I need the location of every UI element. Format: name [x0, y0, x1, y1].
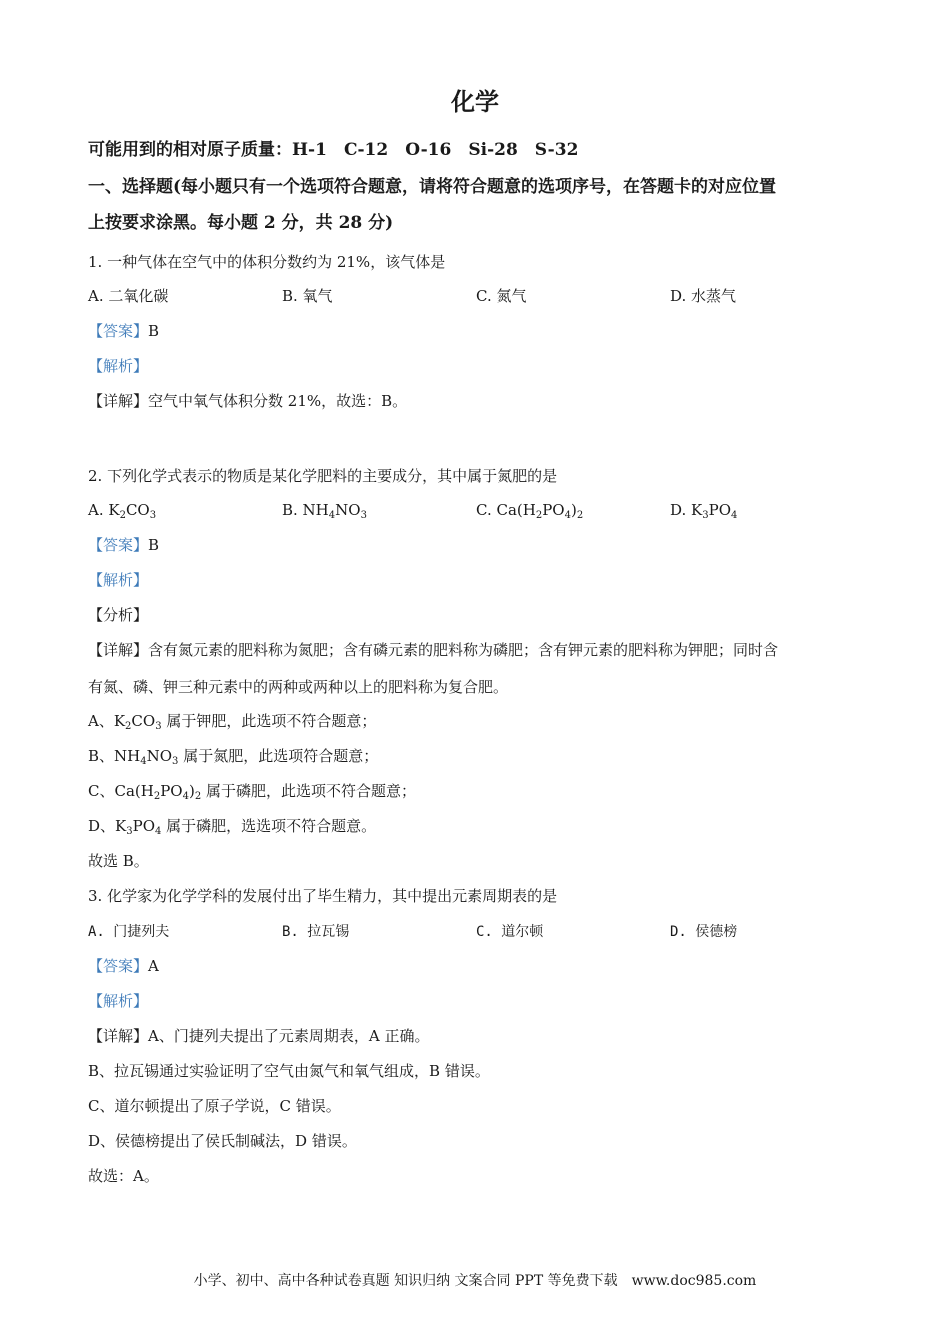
q2-stem: 2. 下列化学式表示的物质是某化学肥料的主要成分，其中属于氮肥的是 [88, 467, 558, 485]
q1-answer-value: B [148, 322, 160, 340]
page-footer: 小学、初中、高中各种试卷真题 知识归纳 文案合同 PPT 等免费下载 www.doc985.com [193, 1273, 757, 1289]
q1-detail [88, 391, 407, 411]
analysis-label: 【解析】 [88, 571, 149, 589]
analysis-label: 【解析】 [88, 992, 149, 1010]
q2-answer-value: B [148, 536, 160, 554]
atomic-mass-line: 可能用到的相对原子质量：H-1 C-12 O-16 Si-28 S-32 [88, 140, 579, 160]
q1-analysis [88, 356, 148, 376]
q3-analysis [88, 991, 148, 1011]
q1-stem: 1. 一种气体在空气中的体积分数约为 21%，该气体是 [88, 253, 446, 271]
section-heading-line-1: 一、选择题(每小题只有一个选项符合题意，请将符合题意的选项序号，在答题卡的对应位置 [88, 177, 777, 197]
fenxi-label: 【分析】 [88, 606, 149, 624]
q3-option-a: A. 门捷列夫 [88, 924, 170, 940]
q2-conclusion: 故选 B。 [88, 852, 149, 870]
detail-label: 【详解】 [88, 1027, 149, 1045]
q3-option-c: C. 道尔顿 [476, 924, 544, 940]
q2-fenxi [88, 605, 148, 625]
q3-detail-line-4: D、侯德榜提出了侯氏制碱法，D 错误。 [88, 1132, 357, 1150]
q2-option-a: A. $K_2CO_3$ [88, 501, 157, 521]
q1-answer [88, 321, 159, 341]
q2-line-b: B、$NH_4NO_3$ 属于氮肥，此选项符合题意； [88, 747, 379, 767]
q2-analysis [88, 570, 148, 590]
q1-option-d: D. 水蒸气 [670, 287, 737, 305]
q3-option-b: B. 拉瓦锡 [282, 924, 350, 940]
section-heading-line-2: 上按要求涂黑。每小题 2 分，共 28 分) [88, 213, 394, 233]
q1-detail-text: 空气中氧气体积分数 21%，故选：B。 [148, 392, 408, 410]
q3-detail-line-1: 【详解】A、门捷列夫提出了元素周期表，A 正确。 [88, 1027, 430, 1045]
q1-option-b: B. 氧气 [282, 287, 333, 305]
detail-label: 【详解】 [88, 641, 149, 659]
q3-answer [88, 956, 159, 976]
q2-answer [88, 535, 159, 555]
q3-answer-value: A [148, 957, 159, 975]
q2-detail-line-2: 有氮、磷、钾三种元素中的两种或两种以上的肥料称为复合肥。 [88, 678, 509, 696]
q2-line-d: D、$K_3PO_4$ 属于磷肥，选选项不符合题意。 [88, 817, 377, 837]
q2-option-d: D. $K_3PO_4$ [670, 501, 738, 521]
page-title: 化学 [451, 87, 499, 116]
q2-line-a: A、$K_2CO_3$ 属于钾肥，此选项不符合题意； [88, 712, 377, 732]
answer-label: 【答案】 [88, 322, 149, 340]
q2-option-c: C. $Ca(H_2PO_4)_2$ [476, 501, 584, 521]
q3-detail-line-3: C、道尔顿提出了原子学说，C 错误。 [88, 1097, 341, 1115]
q2-option-b: B. $NH_4NO_3$ [282, 501, 367, 521]
q3-option-d: D. 侯德榜 [670, 924, 738, 940]
analysis-label: 【解析】 [88, 357, 149, 375]
q1-option-a: A. 二氧化碳 [88, 287, 169, 305]
q3-conclusion: 故选：A。 [88, 1167, 159, 1185]
q2-detail-line-1: 【详解】含有氮元素的肥料称为氮肥；含有磷元素的肥料称为磷肥；含有钾元素的肥料称为钾肥；同时含 [88, 641, 779, 659]
answer-label: 【答案】 [88, 957, 149, 975]
detail-label: 【详解】 [88, 392, 149, 410]
q2-line-c: C、$Ca(H_2PO_4)_2$ 属于磷肥，此选项不符合题意； [88, 782, 416, 802]
q1-option-c: C. 氮气 [476, 287, 527, 305]
q3-stem: 3. 化学家为化学学科的发展付出了毕生精力，其中提出元素周期表的是 [88, 887, 558, 905]
q3-detail-line-2: B、拉瓦锡通过实验证明了空气由氮气和氧气组成，B 错误。 [88, 1062, 490, 1080]
answer-label: 【答案】 [88, 536, 149, 554]
